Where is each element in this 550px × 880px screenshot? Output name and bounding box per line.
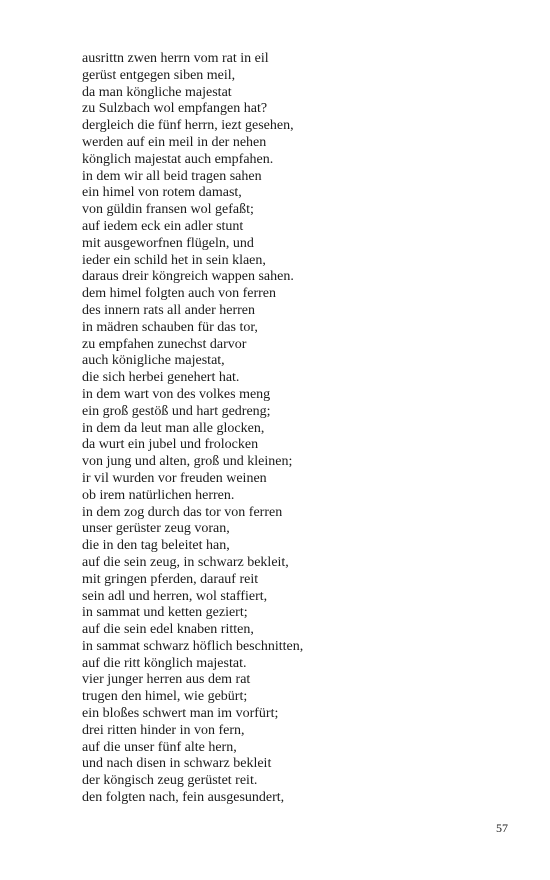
page-number: 57: [496, 821, 508, 835]
poem-line: auf die unser fünf alte hern,: [82, 739, 237, 755]
poem-line: da wurt ein jubel und frolocken: [82, 437, 259, 453]
poem-line: sein adl und herren, wol staffiert,: [82, 588, 268, 604]
poem-line: auch königliche majestat,: [82, 353, 225, 369]
poem-line: in sammat und ketten geziert;: [82, 605, 248, 621]
poem-line: da man köngliche majestat: [82, 84, 232, 100]
poem-line: in mädren schauben für das tor,: [82, 319, 258, 335]
poem-text: [82, 51, 522, 807]
poem-line: vier junger herren aus dem rat: [82, 672, 251, 688]
poem-line: daraus dreir köngreich wappen sahen.: [82, 269, 294, 285]
poem-line: in sammat schwarz höflich beschnitten,: [82, 638, 304, 654]
poem-line: zu empfahen zunechst darvor: [82, 336, 247, 352]
poem-line: ieder ein schild het in sein klaen,: [82, 252, 266, 268]
poem-line: von jung und alten, groß und kleinen;: [82, 454, 293, 470]
poem-line: dergleich die fünf herrn, iezt gesehen,: [82, 118, 294, 134]
poem-line: des innern rats all ander herren: [82, 302, 255, 318]
poem-line: ein bloßes schwert man im vorfürt;: [82, 706, 279, 722]
poem-line: in dem da leut man alle glocken,: [82, 420, 265, 436]
poem-line: mit ausgeworfnen flügeln, und: [82, 235, 254, 251]
poem-line: in dem wir all beid tragen sahen: [82, 168, 262, 184]
poem-line: auf iedem eck ein adler stunt: [82, 218, 244, 234]
poem-line: den folgten nach, fein ausgesundert,: [82, 790, 285, 806]
poem-line: in dem zog durch das tor von ferren: [82, 504, 283, 520]
poem-line: von güldin fransen wol gefaßt;: [82, 202, 254, 218]
poem-line: die in den tag beleitet han,: [82, 538, 230, 554]
poem-line: die sich herbei genehert hat.: [82, 370, 240, 386]
poem-line: auf die sein edel knaben ritten,: [82, 622, 254, 638]
poem-line: werden auf ein meil in der nehen: [82, 134, 267, 150]
poem-line: der köngisch zeug gerüstet reit.: [82, 773, 258, 789]
poem-line: ob irem natürlichen herren.: [82, 487, 235, 503]
poem-line: auf die sein zeug, in schwarz bekleit,: [82, 554, 289, 570]
poem-line: auf die ritt könglich majestat.: [82, 655, 247, 671]
poem-line: mit gringen pferden, darauf reit: [82, 571, 259, 587]
poem-line: und nach disen in schwarz bekleit: [82, 756, 272, 772]
poem-line: könglich majestat auch empfahen.: [82, 151, 274, 167]
poem-line: dem himel folgten auch von ferren: [82, 286, 276, 302]
poem-line: ein groß gestöß und hart gedreng;: [82, 403, 271, 419]
poem-line: ir vil wurden vor freuden weinen: [82, 470, 267, 486]
poem-line: trugen den himel, wie gebürt;: [82, 689, 248, 705]
poem-line: zu Sulzbach wol empfangen hat?: [82, 101, 268, 117]
poem-line: ein himel von rotem damast,: [82, 185, 242, 201]
poem-line: drei ritten hinder in von fern,: [82, 722, 245, 738]
poem-line: gerüst entgegen siben meil,: [82, 67, 236, 83]
poem-line: in dem wart von des volkes meng: [82, 386, 271, 402]
poem-line: ausrittn zwen herrn vom rat in eil: [82, 51, 269, 66]
poem-line: unser gerüster zeug voran,: [82, 521, 230, 537]
